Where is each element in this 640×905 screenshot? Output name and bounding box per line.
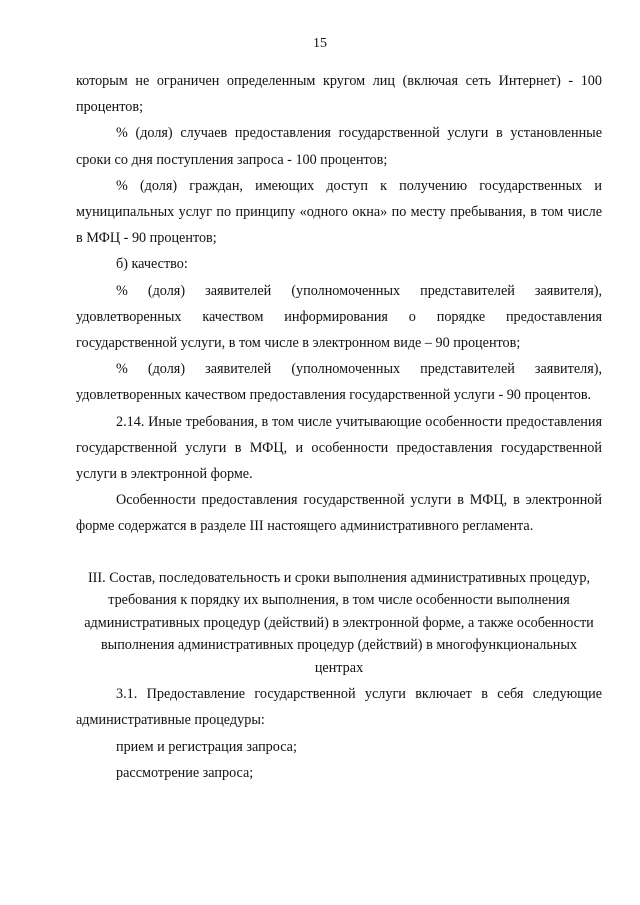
list-item-reception: прием и регистрация запроса; <box>116 738 297 755</box>
paragraph-3-1: 3.1. Предоставление государственной услуги включает в себя следующие административные процедуры: <box>76 686 602 729</box>
paragraph-quality-heading: б) качество: <box>116 256 188 273</box>
paragraph-info-quality-share: % (доля) заявителей (уполномоченных представителей заявителя), удовлетворенных качеством информирования о порядке предоставления государственной услуги, в том числе в электронном виде – 90 процентов; <box>76 282 602 352</box>
paragraph-2-14: 2.14. Иные требования, в том числе учитывающие особенности предоставления государственной услуги в МФЦ, и особенности предоставления государственной услуги в электронной форме. <box>76 413 602 483</box>
list-item-review: рассмотрение запроса; <box>116 764 254 781</box>
paragraph-mfc-features: Особенности предоставления государственной услуги в МФЦ, в электронной форме содержатся в разделе III настоящего административного регламента. <box>76 492 602 535</box>
page-number: 15 <box>313 36 327 51</box>
paragraph-timely-share: % (доля) случаев предоставления государственной услуги в установленные сроки со дня поступления запроса - 100 процентов; <box>76 125 602 168</box>
paragraph-continued: которым не ограничен определенным кругом лиц (включая сеть Интернет) - 100 процентов; <box>76 73 602 116</box>
section-title: III. Состав, последовательность и сроки выполнения административных процедур, требования к порядку их выполнения, в том числе особенности выполнения административных процедур (действий) в электронной форме, а также особенности выполнения административных процедур (действий) в многофункциональных центрах <box>84 569 594 676</box>
document-body <box>76 68 602 786</box>
paragraph-one-window-share: % (доля) граждан, имеющих доступ к получению государственных и муниципальных услуг по принципу «одного окна» по месту пребывания, в том числе в МФЦ - 90 процентов; <box>76 177 602 247</box>
paragraph-service-quality-share: % (доля) заявителей (уполномоченных представителей заявителя), удовлетворенных качеством предоставления государственной услуги - 90 процентов. <box>76 361 602 404</box>
